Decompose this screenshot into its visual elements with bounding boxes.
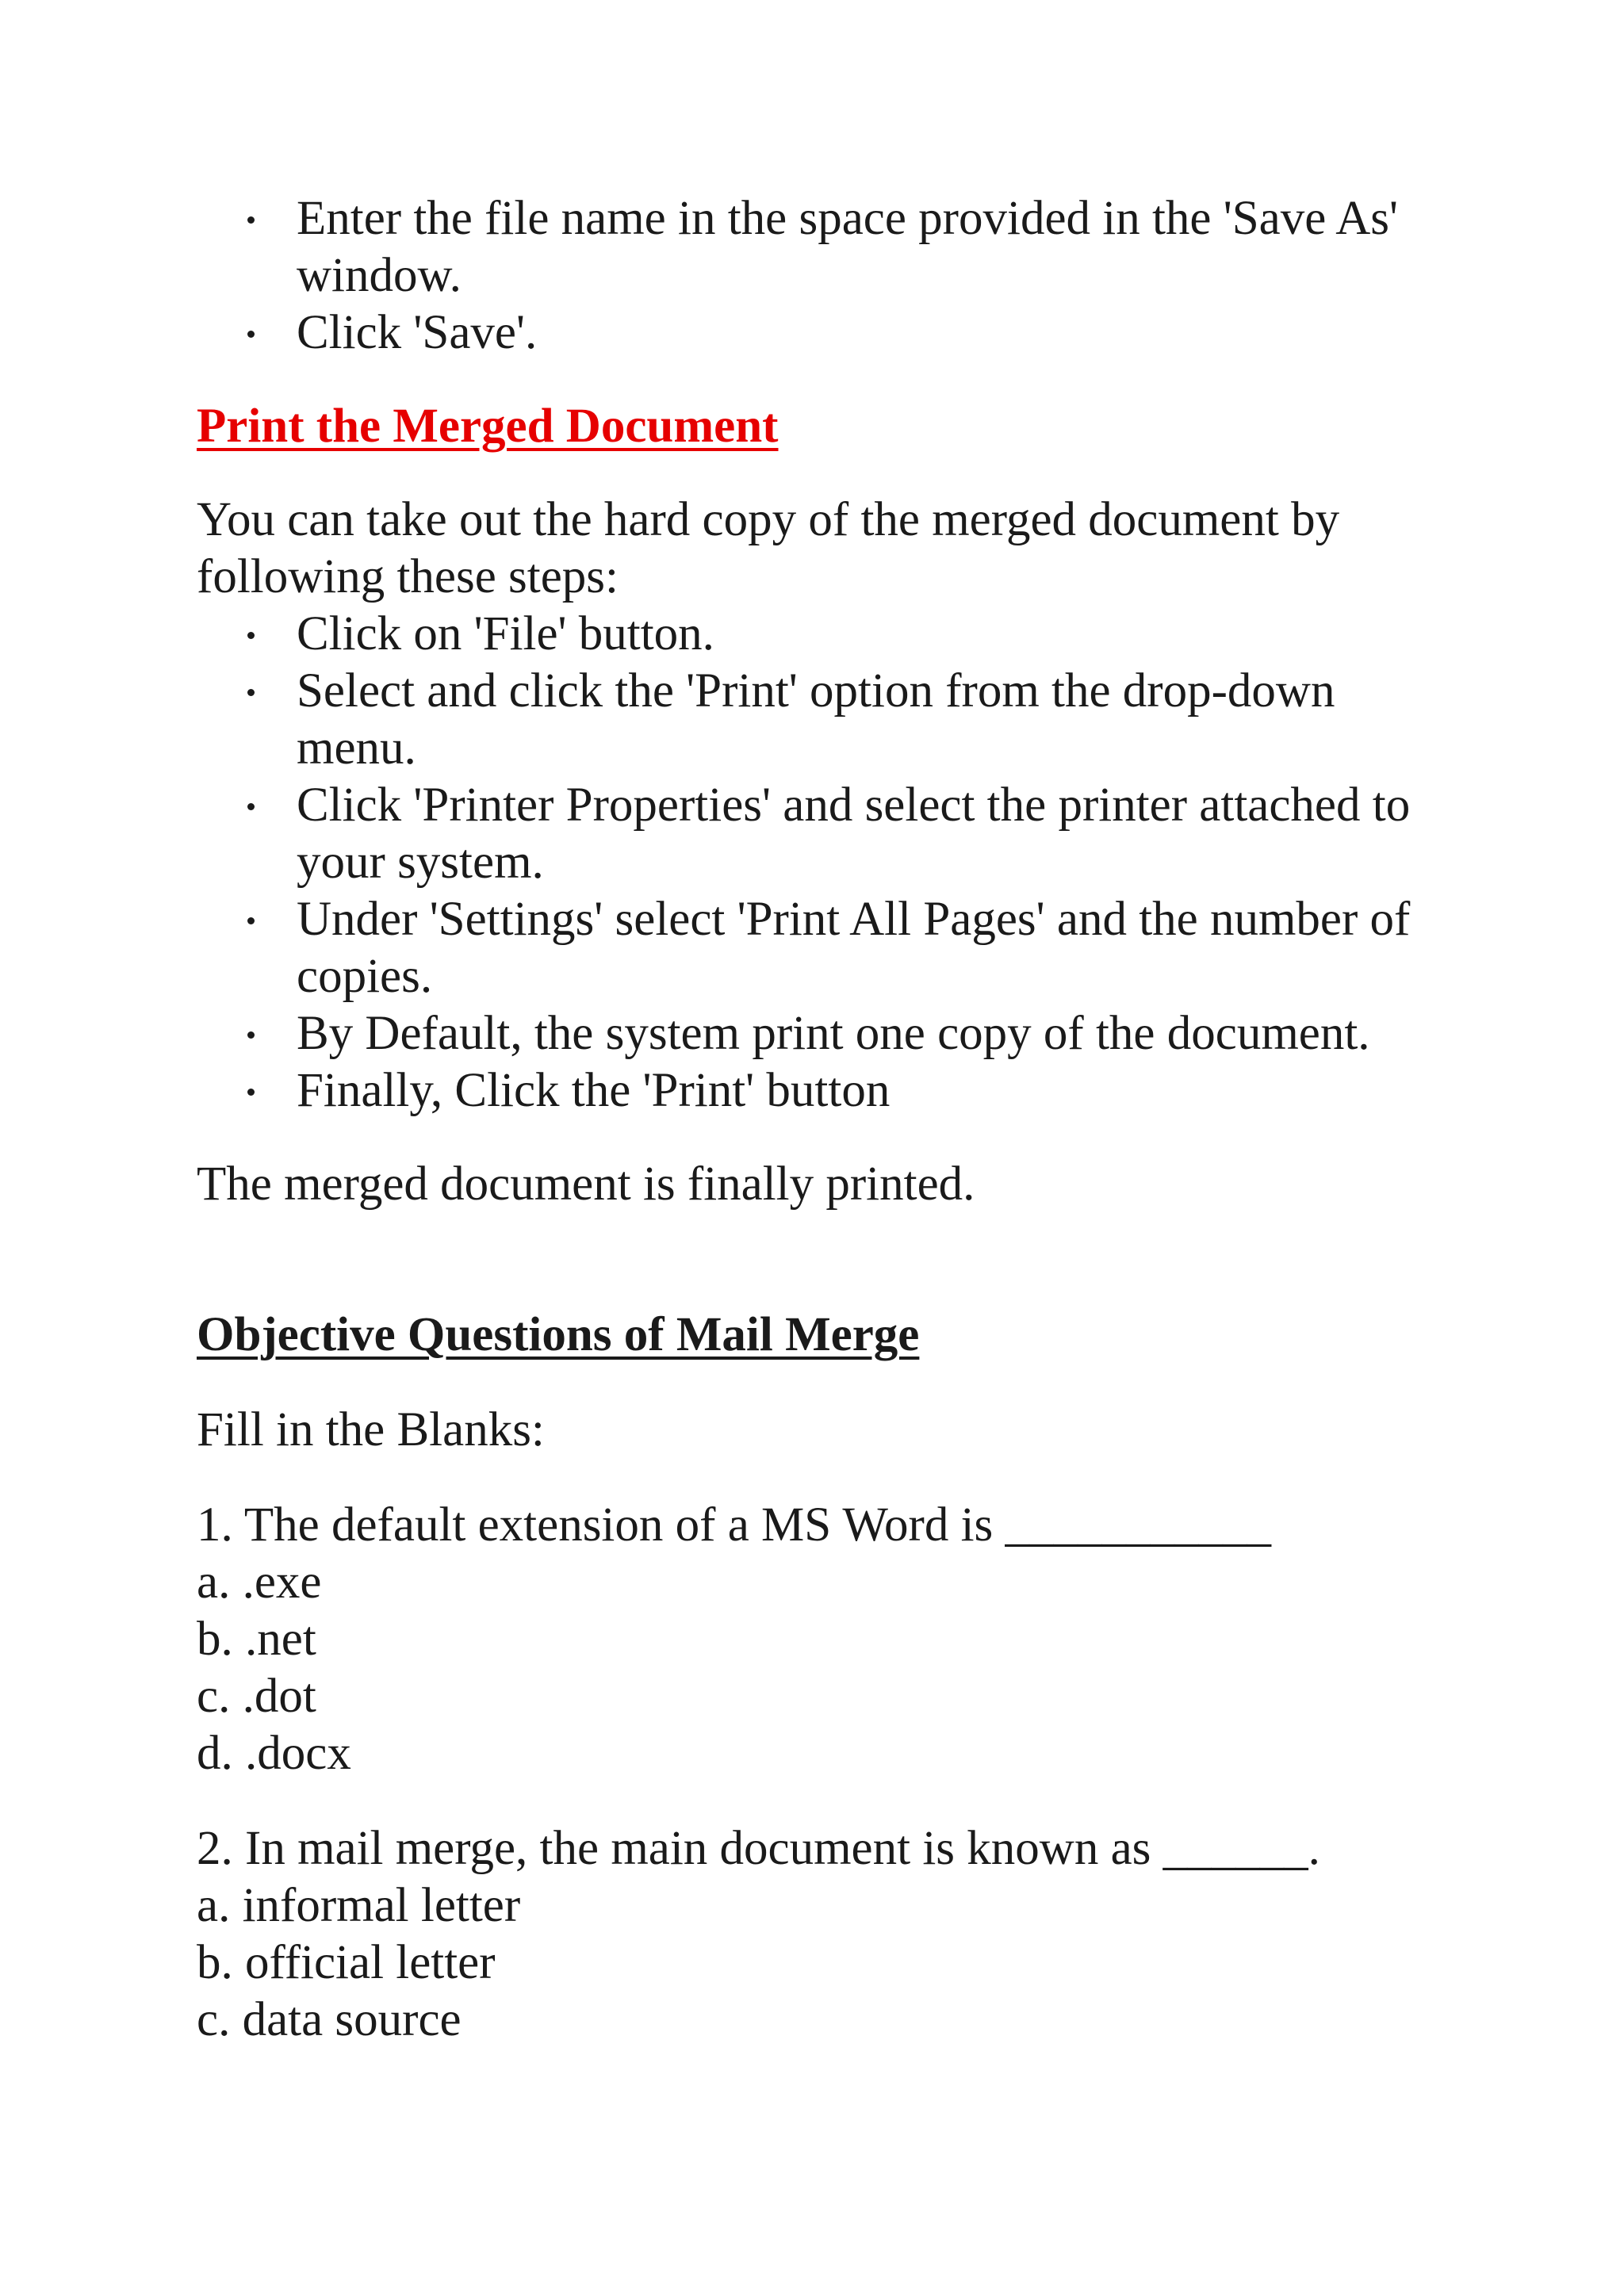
list-item: Finally, Click the 'Print' button (197, 1062, 1434, 1119)
list-item: Click 'Printer Properties' and select the printer attached to your system. (197, 777, 1434, 891)
list-item: By Default, the system print one copy of the document. (197, 1005, 1434, 1062)
answer-option: c. .dot (197, 1670, 316, 1723)
question-block (197, 1820, 1434, 2049)
document-content (197, 190, 1434, 2049)
question-text: 1. The default extension of a MS Word is ___________ (197, 1498, 1272, 1552)
fill-in-blanks-label: Fill in the Blanks: (197, 1403, 545, 1456)
bullet-icon (247, 1089, 255, 1096)
question-block (197, 1497, 1434, 1782)
bullet-icon (247, 1031, 255, 1039)
bullet-icon (247, 632, 255, 639)
bullet-icon (247, 689, 255, 696)
answer-option: a. informal letter (197, 1879, 521, 1932)
answer-option: c. data source (197, 1993, 462, 2046)
bullet-icon (247, 917, 255, 924)
print-section-heading: Print the Merged Document (197, 400, 779, 453)
answer-option: a. .exe (197, 1556, 322, 1609)
answer-option: b. official letter (197, 1936, 496, 1989)
print-steps-list (197, 606, 1434, 1119)
save-steps-list (197, 190, 1434, 362)
answer-option: b. .net (197, 1613, 316, 1666)
list-item: Enter the file name in the space provided in the 'Save As' window. (197, 190, 1434, 304)
bullet-icon (247, 803, 255, 810)
list-item: Click on 'File' button. (197, 606, 1434, 663)
question-text: 2. In mail merge, the main document is known as ______. (197, 1822, 1320, 1875)
list-item: Under 'Settings' select 'Print All Pages' and the number of copies. (197, 891, 1434, 1005)
print-intro-text: You can take out the hard copy of the merged document by following these steps: (197, 493, 1340, 603)
bullet-icon (247, 216, 255, 224)
objective-questions-heading: Objective Questions of Mail Merge (197, 1308, 920, 1361)
bullet-icon (247, 331, 255, 338)
list-item: Click 'Save'. (197, 304, 1434, 362)
answer-option: d. .docx (197, 1727, 351, 1780)
print-closing-text: The merged document is finally printed. (197, 1158, 975, 1211)
list-item: Select and click the 'Print' option from the drop-down menu. (197, 663, 1434, 777)
